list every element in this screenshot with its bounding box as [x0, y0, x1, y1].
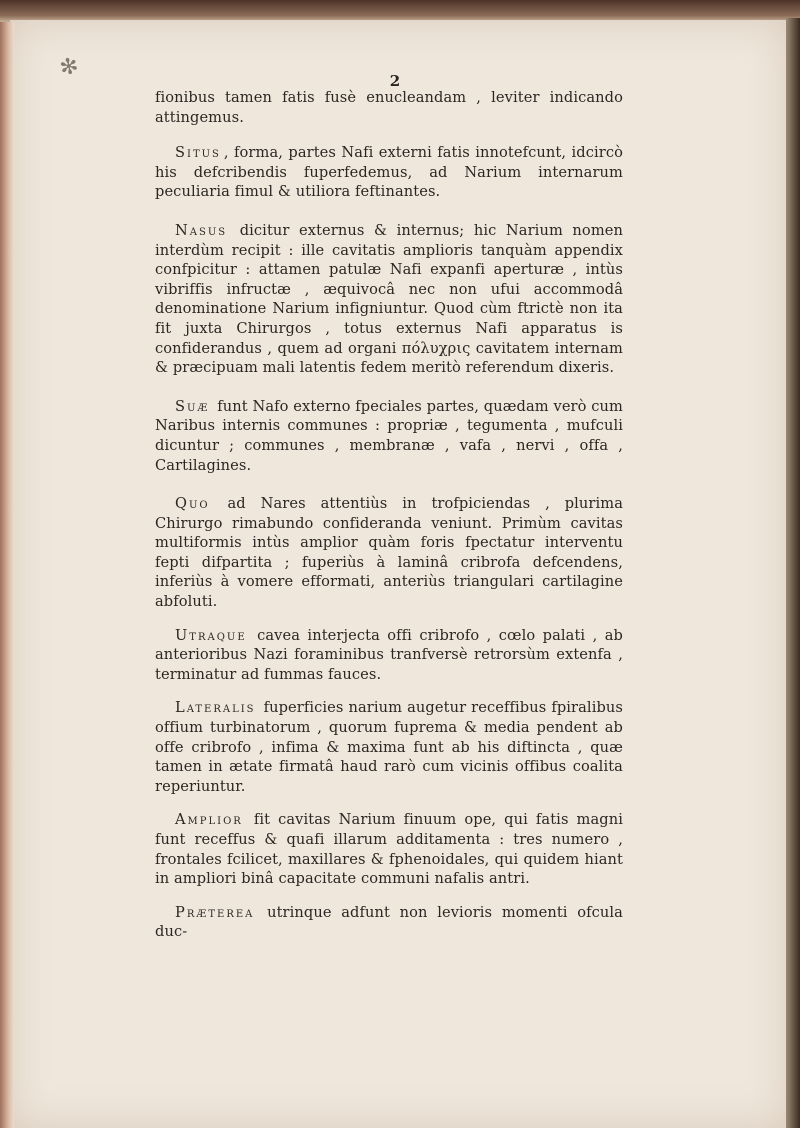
book-left-edge: [0, 22, 14, 1128]
paragraph-text: funt Nafo externo fpeciales partes, quædam verò cum Naribus internis communes : propriæ , tegumenta , mufculi dicuntur ; communes , membranæ , vafa , nervi , offa , Cartilagines.: [155, 397, 623, 474]
paragraph-text: , forma, partes Nafi externi fatis innotefcunt, idcircò his defcribendis fuperfedemus, ad Narium internarum peculiaria fimul & utiliora feftinantes.: [155, 144, 623, 201]
paragraph-text: utrinque adfunt non levioris momenti ofcula duc-: [155, 903, 623, 941]
paragraph-quo: [155, 494, 623, 612]
paragraph-suae: [155, 397, 623, 475]
paragraph-text: dicitur externus & internus; hic Narium nomen interdùm recipit : ille cavitatis amplioris tanquàm appendix confpicitur : attamen patulæ Nafi expanfi aperturæ , intùs vibriffis infructæ , æquivocâ nec non ufui accommodâ denominatione Narium infigniuntur. Quod cùm ftrictè non ita fit juxta Chirurgos , totus externus Nafi apparatus is confiderandus , quem ad organi πόλυχρις cavitatem internam & præcipuam mali latentis fedem meritò referendum dixeris.: [155, 221, 623, 377]
paragraph-lead: Suæ: [175, 397, 210, 415]
paragraph-lead: Lateralis: [175, 699, 256, 717]
paragraph-lead: Situs: [175, 144, 221, 162]
paragraph-1: [155, 88, 623, 127]
paragraph-utraque: [155, 626, 623, 685]
paragraph-text: cavea interjecta offi cribrofo , cœlo palati , ab anterioribus Nazi foraminibus tranfversè retrorsùm extenfa , terminatur ad fummas fauces.: [155, 626, 623, 683]
paragraph-text: fit cavitas Narium finuum ope, qui fatis magni funt receffus & quafi illarum additamenta : tres numero , frontales fcilicet, maxillares & fphenoidales, qui quidem hiant in ampliori binâ capacitate communi nafalis antri.: [155, 811, 623, 888]
paragraph-situs: [155, 143, 623, 202]
book-top-edge: [0, 0, 800, 22]
body-text: [155, 88, 623, 956]
paragraph-text: fuperficies narium augetur receffibus fpiralibus offium turbinatorum , quorum fuprema & media pendent ab offe cribrofo , infima & maxima funt ab his diftincta , quæ tamen in ætate firmatâ haud rarò cum vicinis offibus coalita reperiuntur.: [155, 699, 623, 795]
paragraph-praeterea: [155, 903, 623, 942]
ink-smudge: ✻: [57, 53, 81, 82]
paragraph-text: ad Nares attentiùs in trofpiciendas , plurima Chirurgo rimabundo confideranda veniunt. Primùm cavitas multiformis intùs amplior quàm foris fpectatur interventu fepti difpartita ; fuperiùs à laminâ cribrofa defcendens, inferiùs à vomere efformati, anteriùs triangulari cartilagine abfoluti.: [155, 495, 624, 611]
paragraph-lateralis: [155, 698, 623, 796]
book-right-edge: [786, 18, 800, 1128]
paragraph-lead: Amplior: [175, 811, 243, 829]
paragraph-text: fionibus tamen fatis fusè enucleandam , leviter indicando attingemus.: [155, 89, 623, 126]
page-number: 2: [389, 72, 401, 90]
paragraph-lead: Præterea: [175, 903, 255, 921]
paragraph-lead: Utraque: [175, 626, 247, 644]
paragraph-amplior: [155, 810, 623, 888]
paragraph-lead: Nasus: [175, 221, 228, 239]
paragraph-lead: Quo: [175, 495, 210, 513]
paragraph-nasus: [155, 221, 623, 378]
